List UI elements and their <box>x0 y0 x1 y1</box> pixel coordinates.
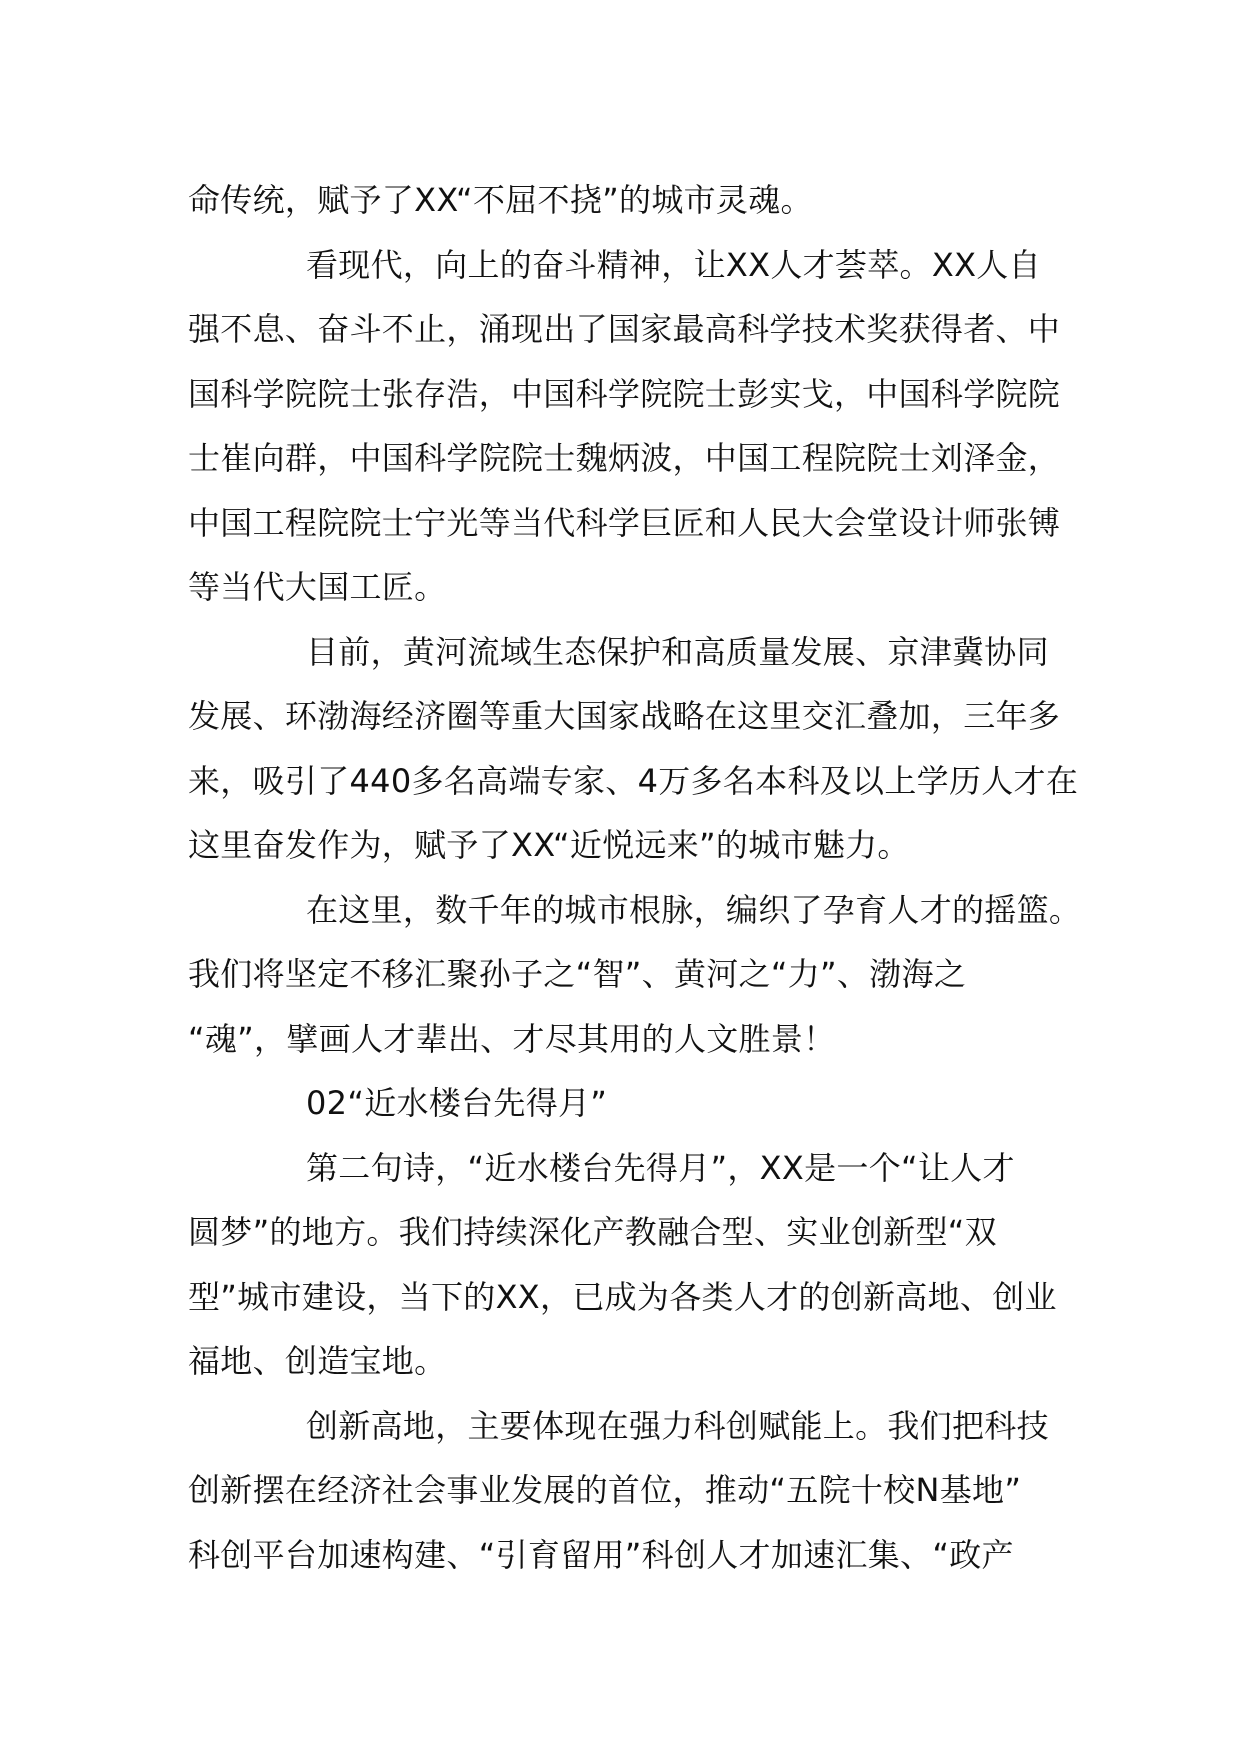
text-line: 发展、环渤海经济圈等重大国家战略在这里交汇叠加，三年多 <box>188 697 1061 735</box>
text-line: 士崔向群，中国科学院院士魏炳波，中国工程院院士刘泽金， <box>188 439 1061 477</box>
text-line: 福地、创造宝地。 <box>188 1342 447 1380</box>
text-line: 创新高地，主要体现在强力科创赋能上。我们把科技 <box>306 1406 1049 1445</box>
text-line: 命传统，赋予了XX“不屈不挠”的城市灵魂。 <box>188 181 813 219</box>
document-page <box>188 168 1082 1587</box>
text-line: 中国工程院院士宁光等当代科学巨匠和人民大会堂设计师张镈 <box>188 503 1061 542</box>
text-line: 这里奋发作为，赋予了XX“近悦远来”的城市魅力。 <box>188 826 910 864</box>
text-line: 创新摆在经济社会事业发展的首位，推动“五院十校N基地” <box>188 1471 1022 1509</box>
section-heading: 02“近水楼台先得月” <box>306 1084 608 1122</box>
text-line: 国科学院院士张存浩，中国科学院院士彭实戈，中国科学院院 <box>188 374 1061 413</box>
text-line: 科创平台加速构建、“引育留用”科创人才加速汇集、“政产 <box>188 1535 1014 1574</box>
text-line: 等当代大国工匠。 <box>188 568 447 606</box>
text-line: 在这里，数千年的城市根脉，编织了孕育人才的摇篮。 <box>306 890 1082 929</box>
text-line: 第二句诗，“近水楼台先得月”，XX是一个“让人才 <box>306 1148 1015 1187</box>
text-line: 来，吸引了440多名高端专家、4万多名本科及以上学历人才在 <box>188 761 1079 800</box>
text-line: “魂”，擘画人才辈出、才尽其用的人文胜景！ <box>188 1019 836 1058</box>
text-line: 强不息、奋斗不止，涌现出了国家最高科学技术奖获得者、中 <box>188 310 1061 348</box>
text-line: 圆梦”的地方。我们持续深化产教融合型、实业创新型“双 <box>188 1213 997 1251</box>
text-line: 目前，黄河流域生态保护和高质量发展、京津冀协同 <box>306 632 1049 671</box>
text-line: 看现代，向上的奋斗精神，让XX人才荟萃。XX人自 <box>306 245 1041 284</box>
text-line: 我们将坚定不移汇聚孙子之“智”、黄河之“力”、渤海之 <box>188 955 967 993</box>
text-line: 型”城市建设，当下的XX，已成为各类人才的创新高地、创业 <box>188 1277 1057 1316</box>
